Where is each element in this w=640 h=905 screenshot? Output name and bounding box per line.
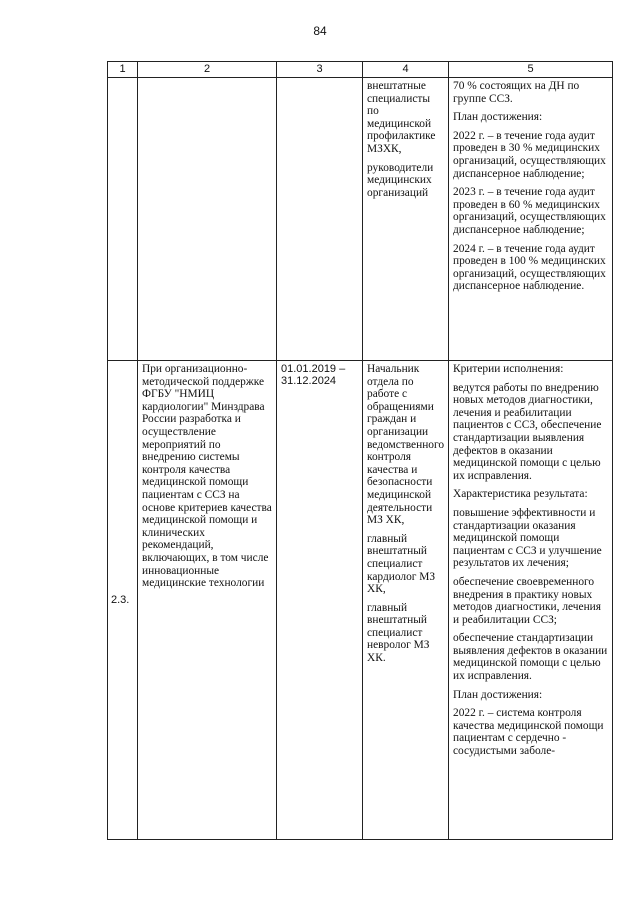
result-paragraph: обеспечение своевременного внедрения в практику новых методов диагностики, лечения и реабилитации ССЗ; (453, 575, 601, 626)
responsible-paragraph: Начальник отдела по работе с обращениями граждан и организации ведомственного контроля качества и безопасности медицинской деятельности МЗ ХК, (367, 363, 445, 527)
page-number: 84 (313, 24, 327, 38)
row-number: 2.3. (108, 361, 138, 840)
result-paragraph: 70 % состоящих на ДН по группе ССЗ. (453, 80, 580, 105)
table-header-row (108, 62, 613, 78)
header-col-1: 1 (108, 62, 138, 78)
header-col-5: 5 (449, 62, 613, 78)
measure-cell (138, 78, 277, 361)
result-paragraph: обеспечение стандартизации выявления дефектов в оказании медицинской помощи с целью их исправления. (453, 632, 608, 683)
responsible-paragraph: руководители медицинских организаций (367, 161, 434, 199)
header-col-3: 3 (277, 62, 363, 78)
result-paragraph: 2022 г. – система контроля качества медицинской помощи пациентам с сердечно - сосудистыми заболе- (453, 707, 604, 758)
result-paragraph: 2024 г. – в течение года аудит проведен в 100 % медицинских организаций, осуществляющих диспансерное наблюдение. (453, 242, 606, 293)
result-paragraph: План достижения: (453, 688, 543, 701)
result-paragraph: План достижения: (453, 111, 543, 124)
responsible-paragraph: внештатные специалисты по медицинской профилактике МЗХК, (367, 80, 436, 155)
measure-cell: При организационно-методической поддержке ФГБУ "НМИЦ кардиологии" Минздрава России разработка и осуществление мероприятий по внедрению системы контроля качества медицинской помощи пациентам с ССЗ на основе критериев качества медицинской помощи и клинических рекомендаций, включающих, в том числе инновационные медицинские технологии (138, 361, 277, 840)
result-paragraph: ведутся работы по внедрению новых методов диагностики, лечения и реабилитации пациентов с ССЗ, обеспечение стандартизации выявления дефектов в оказании медицинской помощи с целью их исправления. (453, 381, 602, 482)
header-col-2: 2 (138, 62, 277, 78)
dates-cell (277, 78, 363, 361)
responsible-cell (363, 78, 449, 361)
responsible-cell (363, 361, 449, 840)
table-row (108, 361, 613, 840)
table-row (108, 78, 613, 361)
result-paragraph: Критерии исполнения: (453, 363, 564, 375)
plan-table (107, 61, 613, 840)
result-cell (449, 78, 613, 361)
dates-cell: 01.01.2019 – 31.12.2024 (277, 361, 363, 840)
header-col-4: 4 (363, 62, 449, 78)
responsible-paragraph: главный внештатный специалист невролог МЗ ХК. (367, 601, 430, 665)
result-cell (449, 361, 613, 840)
responsible-paragraph: главный внештатный специалист кардиолог МЗ ХК, (367, 532, 436, 596)
result-paragraph: 2023 г. – в течение года аудит проведен в 60 % медицинских организаций, осуществляющих диспансерное наблюдение; (453, 186, 606, 236)
result-paragraph: Характеристика результата: (453, 488, 588, 501)
result-paragraph: 2022 г. – в течение года аудит проведен в 30 % медицинских организаций, осуществляющих диспансерное наблюдение; (453, 129, 606, 180)
result-paragraph: повышение эффективности и стандартизации оказания медицинской помощи пациентам с ССЗ и улучшение результатов их лечения; (453, 506, 602, 570)
row-number (108, 78, 138, 361)
